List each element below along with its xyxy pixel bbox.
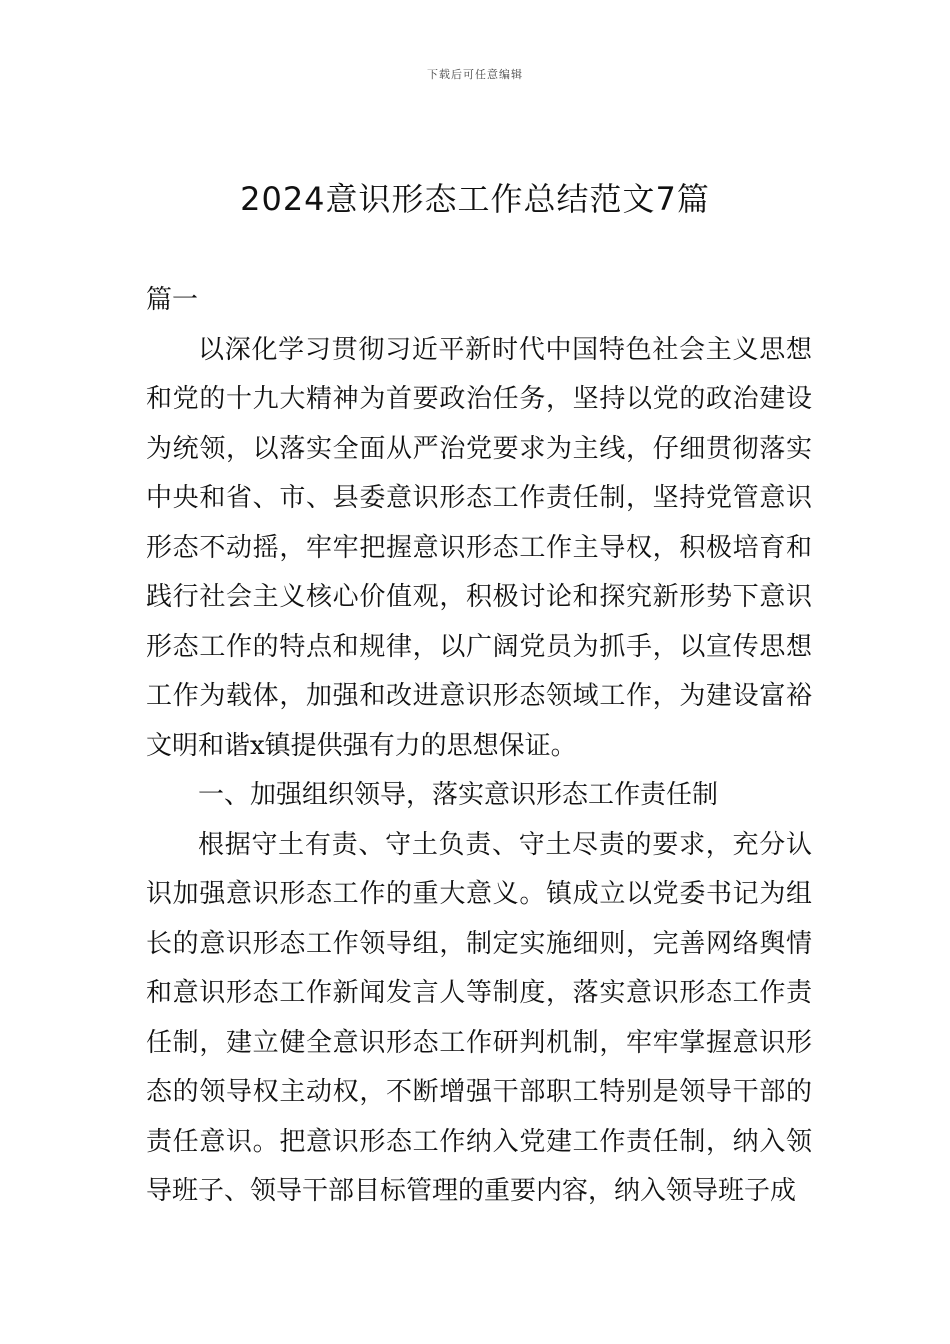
section-heading: 一、加强组织领导，落实意识形态工作责任制 (198, 780, 719, 810)
document-title: 2024意识形态工作总结范文7篇 (240, 180, 710, 218)
page-header-note: 下载后可任意编辑 (427, 68, 523, 81)
paragraph-intro: 以深化学习贯彻习近平新时代中国特色社会主义思想和党的十九大精神为首要政治任务，坚持以党的政治建设为统领，以落实全面从严治党要求为主线，仔细贯彻落实中央和省、市、县委意识形态工作责任制，坚持党管意识形态不动摇，牢牢把握意识形态工作主导权，积极培育和践行社会主义核心价值观，积极讨论和探究新形势下意识形态工作的特点和规律，以广阔党员为抓手，以宣传思想工作为载体，加强和改进意识形态领域工作，为建设富裕文明和谐x镇提供强有力的思想保证。 (146, 334, 812, 761)
paragraph-body: 根据守土有责、守土负责、守土尽责的要求，充分认识加强意识形态工作的重大意义。镇成立以党委书记为组长的意识形态工作领导组，制定实施细则，完善网络舆情和意识形态工作新闻发言人等制度，落实意识形态工作责任制，建立健全意识形态工作研判机制，牢牢掌握意识形态的领导权主动权，不断增强干部职工特别是领导干部的责任意识。把意识形态工作纳入党建工作责任制，纳入领导班子、领导干部目标管理的重要内容，纳入领导班子成 (146, 829, 812, 1206)
document-body (146, 276, 812, 1217)
section-label: 篇一 (146, 285, 199, 315)
